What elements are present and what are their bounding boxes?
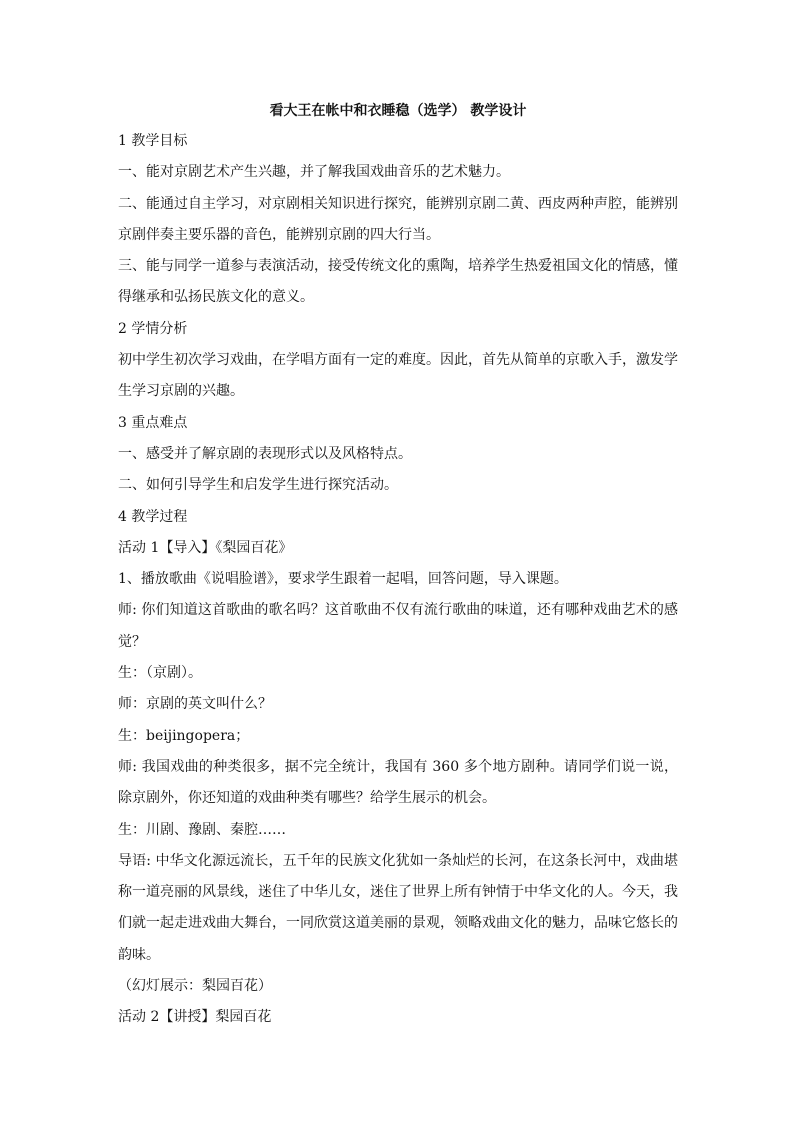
dialogue-line: 生：（京剧）。: [118, 665, 202, 682]
key-point-item: 二、如何引导学生和启发学生进行探究活动。: [118, 477, 398, 494]
dialogue-line: 师: 我国戏曲的种类很多，据不完全统计，我国有 360 多个地方剧种。请同学们说一说，除京剧外，你还知道的戏曲种类有哪些？给学生展示的机会。: [118, 758, 678, 807]
introduction-text: 导语: 中华文化源远流长，五千年的民族文化犹如一条灿烂的长河，在这条长河中，戏曲堪称一道亮丽的风景线，迷住了中华儿女，迷住了世界上所有钟情于中华文化的人。今天，我们就一起走进戏曲大舞台，一同欣赏这道美丽的景观，领略戏曲文化的魅力，品味它悠长的韵味。: [118, 852, 678, 963]
activity-heading: 活动 2【讲授】梨园百花: [118, 1009, 272, 1026]
document-title: 看大王在帐中和衣睡稳（选学） 教学设计: [269, 103, 527, 119]
goal-item: 一、能对京剧艺术产生兴趣，并了解我国戏曲音乐的艺术魅力。: [118, 164, 510, 181]
dialogue-line: 师：京剧的英文叫什么？: [118, 696, 272, 713]
heading-teaching-process: 4 教学过程: [118, 508, 188, 525]
analysis-text: 初中学生初次学习戏曲，在学唱方面有一定的难度。因此，首先从简单的京歌入手，激发学生学习京剧的兴趣。: [118, 352, 678, 400]
heading-student-analysis: 2 学情分析: [118, 320, 188, 337]
dialogue-line: 生：beijingopera；: [118, 727, 250, 744]
goal-item: 二、能通过自主学习，对京剧相关知识进行探究，能辨别京剧二黄、西皮两种声腔，能辨别京剧伴奏主要乐器的音色，能辨别京剧的四大行当。: [118, 195, 678, 243]
key-point-item: 一、感受并了解京剧的表现形式以及风格特点。: [118, 445, 412, 462]
goal-item: 三、能与同学一道参与表演活动，接受传统文化的熏陶，培养学生热爱祖国文化的情感，懂得继承和弘扬民族文化的意义。: [118, 258, 678, 306]
process-step: 1、播放歌曲《说唱脸谱》，要求学生跟着一起唱，回答问题，导入课题。: [118, 571, 568, 588]
activity-heading: 活动 1【导入】《梨园百花》: [118, 539, 293, 556]
slide-note: （幻灯展示：梨园百花）: [118, 978, 272, 995]
heading-teaching-goals: 1 教学目标: [118, 133, 188, 149]
dialogue-line: 师: 你们知道这首歌曲的歌名吗？这首歌曲不仅有流行歌曲的味道，还有哪种戏曲艺术的感觉？: [118, 602, 678, 650]
document-page: [118, 100, 678, 1034]
dialogue-line: 生：川剧、豫剧、秦腔……: [118, 821, 286, 838]
heading-key-points: 3 重点难点: [118, 414, 188, 431]
